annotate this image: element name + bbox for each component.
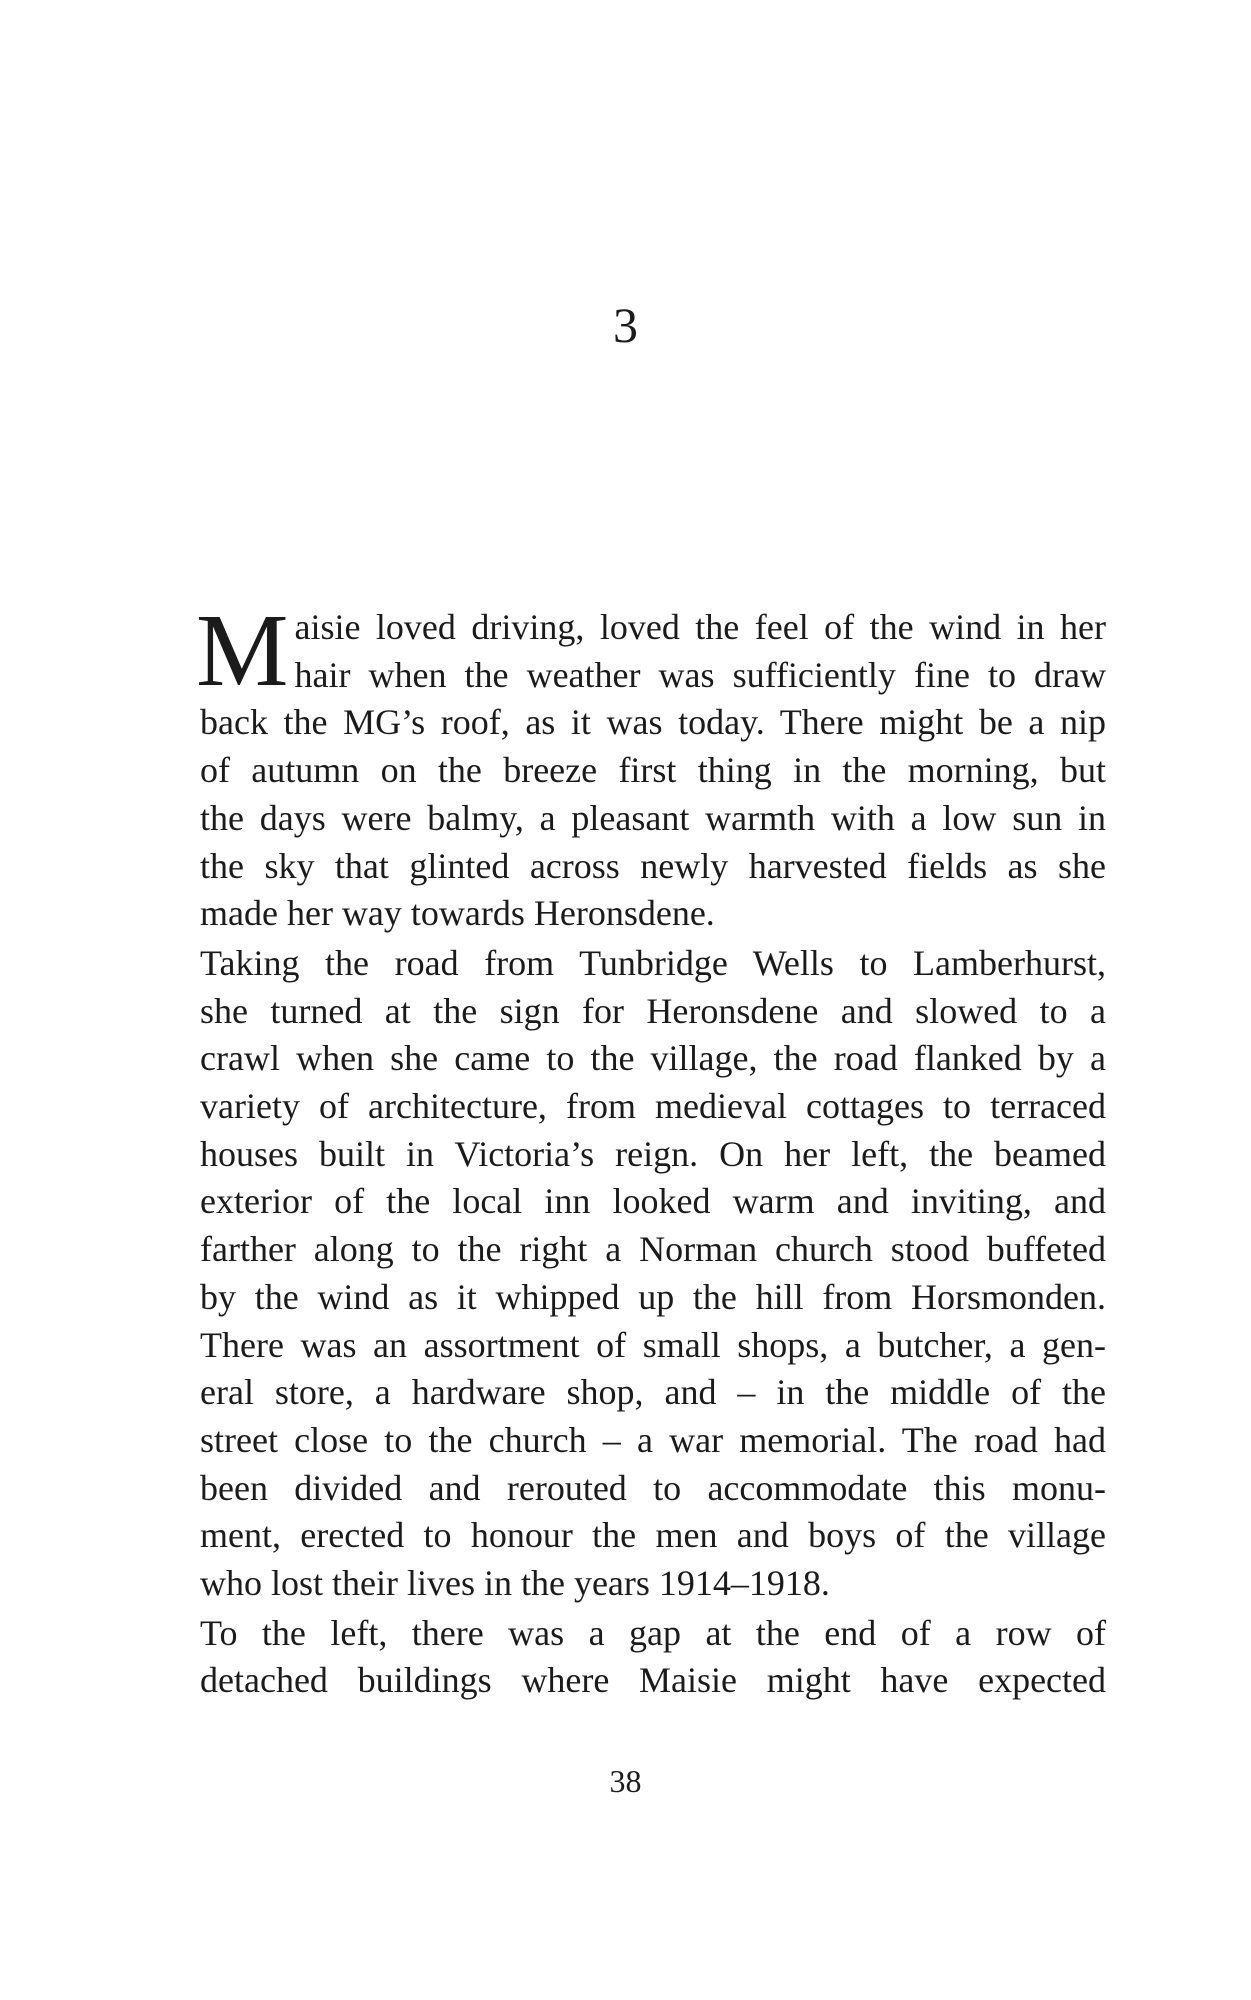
paragraph-3 [200,1610,1106,1705]
chapter-number: 3 [613,297,638,353]
text-line: farther along to the right a Norman church stood buffeted [200,1229,1106,1270]
text-line: by the wind as it whipped up the hill from Horsmonden. [200,1276,1106,1317]
text-line: back the MG’s roof, as it was today. There might be a nip [200,702,1106,743]
paragraph-1 [196,593,1106,938]
text-line: street close to the church – a war memorial. The road had [200,1419,1106,1460]
text-line: the days were balmy, a pleasant warmth with a low sun in [200,797,1106,838]
text-line: the sky that glinted across newly harvested fields as she [200,845,1106,886]
text-line: made her way towards Heronsdene. [200,893,715,934]
text-line: of autumn on the breeze first thing in the morning, but [200,750,1106,791]
text-line: To the left, there was a gap at the end of a row of [200,1612,1106,1653]
paragraph-2 [200,940,1106,1608]
text-line: who lost their lives in the years 1914–1918. [200,1563,830,1604]
body-text [196,593,1106,1705]
page-number: 38 [609,1763,642,1799]
text-line: hair when the weather was sufficiently fine to draw [294,654,1106,695]
text-line: eral store, a hardware shop, and – in the middle of the [200,1372,1106,1413]
text-line: been divided and rerouted to accommodate this monu- [200,1467,1106,1508]
text-line: crawl when she came to the village, the road flanked by a [200,1038,1106,1079]
text-line: There was an assortment of small shops, a butcher, a gen- [200,1324,1106,1365]
text-line: Taking the road from Tunbridge Wells to Lamberhurst, [200,942,1106,983]
text-line: exterior of the local inn looked warm and inviting, and [200,1181,1106,1222]
text-line: ment, erected to honour the men and boys of the village [200,1515,1106,1556]
drop-cap: M [196,593,289,708]
text-line: she turned at the sign for Heronsdene and slowed to a [200,990,1106,1031]
text-line: variety of architecture, from medieval cottages to terraced [200,1086,1106,1127]
text-line: aisie loved driving, loved the feel of the wind in her [294,607,1106,647]
text-line: detached buildings where Maisie might have expected [200,1660,1106,1701]
text-line: houses built in Victoria’s reign. On her left, the beamed [200,1133,1106,1174]
